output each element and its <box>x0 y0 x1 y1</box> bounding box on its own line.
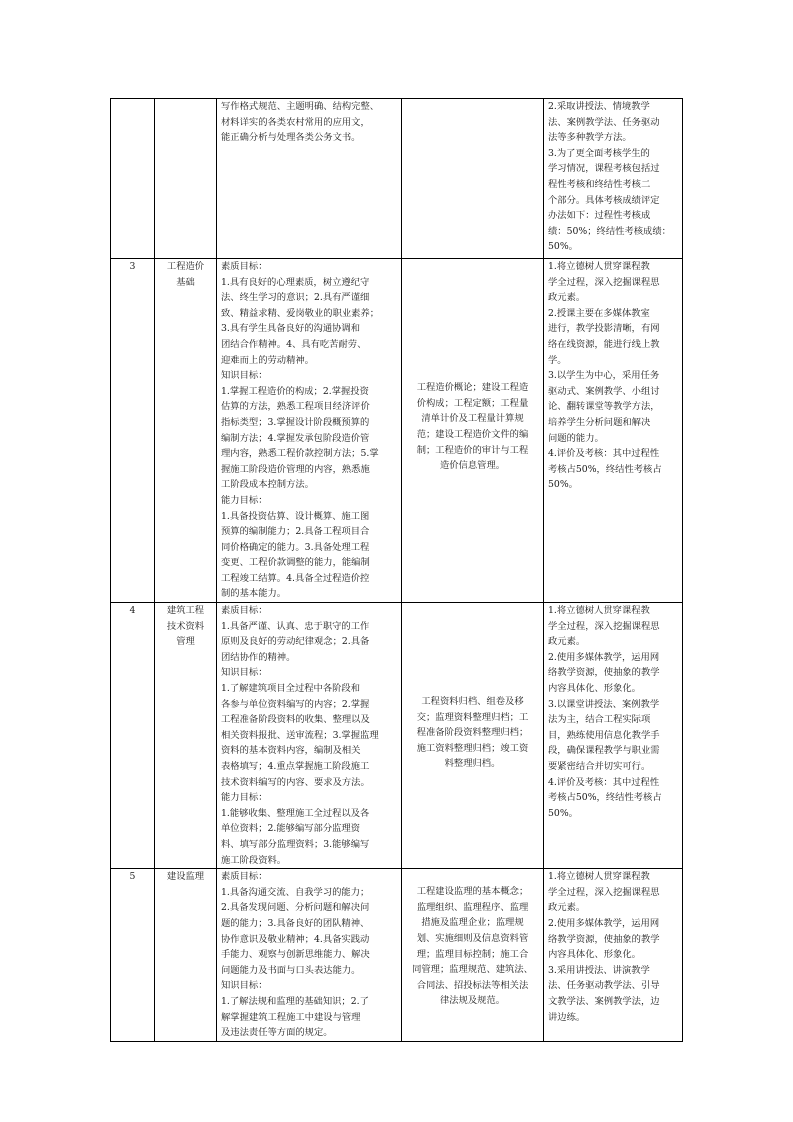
teaching-requirements-line: 法为主，结合工程实际项 <box>548 714 651 726</box>
course-goals-line: 握施工阶段造价管理的内容，熟悉施 <box>221 463 370 475</box>
teaching-requirements-line: 政元素。 <box>548 636 586 648</box>
course-content-line: 理；监理目标控制；施工合 <box>416 948 529 960</box>
course-content-wrap <box>406 259 539 595</box>
course-row <box>111 259 683 603</box>
course-goals-line: 工阶段成本控制方法。 <box>221 479 314 491</box>
teaching-requirements-line: 学全过程，深入挖掘课程思 <box>548 276 660 288</box>
course-goals-line: 致、精益求精、爱岗敬业的职业素养； <box>221 307 380 319</box>
teaching-requirements-line: 驱动式、案例教学、小组讨 <box>548 385 660 397</box>
course-goals-line: 理内容，熟悉工程价款控制方法；5.掌 <box>221 448 379 460</box>
teaching-requirements <box>544 603 683 869</box>
teaching-requirements <box>544 259 683 603</box>
course-goals-line: 素质目标： <box>221 261 268 272</box>
course-goals-line: 同价格确定的能力。3.具备处理工程 <box>221 541 370 553</box>
teaching-requirements-line: 2.授课主要在多媒体教室 <box>548 307 650 319</box>
teaching-requirements-line: 办法如下：过程性考核成 <box>548 210 651 222</box>
course-goals-line: 1.具备投资估算、设计概算、施工图 <box>221 510 370 522</box>
course-content-line: 制；工程造价的审计与工程 <box>416 444 529 456</box>
course-name <box>155 869 217 1042</box>
teaching-requirements-line: 50%。 <box>548 807 578 819</box>
course-goals-line: 1.具有良好的心理素质，树立遵纪守 <box>221 276 370 288</box>
course-content-line: 合同法、招投标法等相关法 <box>416 979 529 991</box>
teaching-requirements-line: 络在线资源，能进行线上教 <box>548 338 660 350</box>
teaching-requirements-line: 络教学资源，使抽象的教学 <box>548 933 660 945</box>
teaching-requirements-line: 问题的能力。 <box>548 432 604 444</box>
course-goals-line: 资料的基本资料内容，编制及相关 <box>221 745 361 757</box>
teaching-requirements-line: 要紧密结合并切实可行。 <box>548 761 651 772</box>
course-goals-line: 能正确分析与处理各类公务文书。 <box>221 132 361 144</box>
course-goals-line: 协作意识及敬业精神；4.具备实践动 <box>221 933 370 945</box>
row-number: 5 <box>111 869 155 1042</box>
teaching-requirements-line: 络教学资源，使抽象的教学 <box>548 667 660 679</box>
course-content-line: 工程造价概论；建设工程造 <box>416 382 529 394</box>
course-goals-line: 料、填写部分监理资料；3.能够编写 <box>221 838 370 850</box>
course-goals-line: 1.了解法规和监理的基础知识；2.了 <box>221 995 369 1007</box>
teaching-requirements-line: 学。 <box>548 354 567 366</box>
course-table-body <box>111 99 683 1042</box>
course-content-line: 料整理归档。 <box>444 758 501 770</box>
course-goals-line: 估算的方法，熟悉工程项目经济评价 <box>221 401 370 413</box>
course-name-line: 建设监理 <box>166 871 205 883</box>
course-goals-line: 预算的编制能力；2.具备工程项目合 <box>221 526 370 538</box>
row-number <box>111 99 155 259</box>
course-goals-line: 问题能力及书面与口头表达能力。 <box>221 964 361 976</box>
course-row <box>111 99 683 259</box>
course-goals-line: 题的能力；3.具备良好的团队精神、 <box>221 917 370 929</box>
course-goals-line: 2.具备发现问题、分析问题和解决问 <box>221 902 370 914</box>
course-goals <box>217 99 402 259</box>
course-content-line: 监理组织、监理程序、监理 <box>416 901 529 913</box>
course-name <box>155 99 217 259</box>
course-goals-line: 1.了解建筑项目全过程中各阶段和 <box>221 683 361 695</box>
course-row <box>111 603 683 869</box>
course-content <box>402 603 544 869</box>
teaching-requirements-line: 法、任务驱动教学法、引导 <box>548 980 660 992</box>
course-goals-line: 及违法责任等方面的规定。 <box>221 1027 333 1039</box>
teaching-requirements-line: 4.评价及考核：其中过程性 <box>548 448 660 460</box>
course-content-line: 范；建设工程造价文件的编 <box>416 429 529 440</box>
teaching-requirements-line: 法等多种教学方法。 <box>548 132 632 144</box>
course-goals-line: 原则及良好的劳动纪律观念；2.具备 <box>221 636 370 648</box>
teaching-requirements-line: 内容具体化、形象化。 <box>548 949 641 961</box>
teaching-requirements-line: 学习情况，课程考核包括过 <box>548 163 660 175</box>
course-goals-line: 能力目标： <box>221 494 268 506</box>
course-goals-line: 表格填写；4.重点掌握施工阶段施工 <box>221 761 370 772</box>
course-goals-line: 各参与单位资料编写的内容；2.掌握 <box>221 698 370 710</box>
course-goals-line: 知识目标： <box>221 980 268 992</box>
teaching-requirements-line: 政元素。 <box>548 292 586 304</box>
course-content-line: 划、实施细则及信息资料管 <box>416 933 529 945</box>
course-goals-line: 1.具备严谨、认真、忠于职守的工作 <box>221 620 370 632</box>
course-goals-line: 工程竣工结算。4.具备全过程造价控 <box>221 572 370 584</box>
teaching-requirements-line: 50%。 <box>548 479 578 491</box>
teaching-requirements-line: 培养学生分析问题和解决 <box>548 416 651 428</box>
teaching-requirements <box>544 99 683 259</box>
teaching-requirements-line: 4.评价及考核：其中过程性 <box>548 776 660 788</box>
teaching-requirements-line: 2.使用多媒体教学，运用网 <box>548 651 660 663</box>
course-content <box>402 869 544 1042</box>
teaching-requirements-line: 3.为了更全面考核学生的 <box>548 147 650 159</box>
course-goals-line: 法、终生学习的意识；2.具有严谨细 <box>221 292 370 304</box>
course-content-line: 清单计价及工程量计算规 <box>421 413 524 425</box>
course-content <box>402 99 544 259</box>
course-goals-line: 3.具有学生具备良好的沟通协调和 <box>221 323 361 335</box>
teaching-requirements-line: 论、翻转课堂等教学方法， <box>548 401 660 413</box>
course-goals-line: 写作格式规范、主题明确、结构完整、 <box>221 101 380 112</box>
course-goals-line: 解掌握建筑工程施工中建设与管理 <box>221 1011 361 1023</box>
course-content-wrap <box>406 603 539 863</box>
teaching-requirements-line: 1.将立德树人贯穿课程教 <box>548 605 650 617</box>
course-content-line: 价构成；工程定额；工程量 <box>416 397 529 409</box>
course-goals-line: 迎难而上的劳动精神。 <box>221 354 314 366</box>
course-goals-line: 编制方法；4.掌握发承包阶段造价管 <box>221 432 370 444</box>
course-name-line: 管理 <box>176 636 195 648</box>
course-goals-line: 素质目标： <box>221 605 268 617</box>
course-name <box>155 603 217 869</box>
teaching-requirements-line: 政元素。 <box>548 902 586 914</box>
teaching-requirements-line: 内容具体化、形象化。 <box>548 683 641 695</box>
teaching-requirements-line: 3.采用讲授法、讲演教学 <box>548 964 650 976</box>
course-goals <box>217 869 402 1042</box>
teaching-requirements-line: 程性考核和终结性考核二 <box>548 178 651 190</box>
course-goals-line: 1.能够收集、整理施工全过程以及各 <box>221 807 370 819</box>
teaching-requirements-line: 绩：50%；终结性考核成绩： <box>548 225 671 237</box>
course-goals-line: 团结合作精神。4、具有吃苦耐劳、 <box>221 338 367 350</box>
course-goals-line: 制的基本能力。 <box>221 588 287 600</box>
course-goals-line: 1.掌握工程造价的构成；2.掌握投资 <box>221 385 369 397</box>
course-goals-line: 施工阶段资料。 <box>221 854 287 866</box>
course-goals-line: 相关资料报批、送审流程；3.掌握监理 <box>221 729 379 741</box>
course-goals-line: 变更、工程价款调整的能力，能编制 <box>221 557 370 569</box>
teaching-requirements-line: 段，确保课程教学与职业需 <box>548 745 660 757</box>
teaching-requirements-line: 2.使用多媒体教学，运用网 <box>548 917 660 929</box>
course-content-line: 措施及监理企业；监理规 <box>421 917 524 929</box>
course-row <box>111 869 683 1042</box>
course-goals-line: 指标类型；3.掌握设计阶段概预算的 <box>221 416 370 428</box>
course-goals-line: 知识目标： <box>221 667 268 679</box>
course-goals-line: 团结协作的精神。 <box>221 651 296 663</box>
course-table <box>110 98 683 1042</box>
teaching-requirements-line: 法、案例教学法、任务驱动 <box>548 116 660 128</box>
teaching-requirements-line: 学全过程，深入挖掘课程思 <box>548 620 660 632</box>
teaching-requirements-line: 2.采取讲授法、情境教学 <box>548 101 650 112</box>
course-content <box>402 259 544 603</box>
teaching-requirements-line: 目，熟练使用信息化教学手 <box>548 729 660 741</box>
course-goals-line: 手能力、观察与创新思维能力、解决 <box>221 949 370 961</box>
course-content-line: 程准备阶段资料整理归档； <box>416 727 529 739</box>
teaching-requirements-line: 进行，教学投影清晰，有网 <box>548 323 660 335</box>
teaching-requirements-line: 文教学法、案例教学法，边 <box>548 995 660 1007</box>
course-name-line: 建筑工程 <box>166 605 205 617</box>
teaching-requirements-line: 考核占50%，终结性考核占 <box>548 792 662 804</box>
teaching-requirements-line: 1.将立德树人贯穿课程教 <box>548 871 650 883</box>
course-content-line: 施工资料整理归档；竣工资 <box>416 742 529 754</box>
course-content-line: 律法规及规范。 <box>439 995 506 1007</box>
teaching-requirements-line: 50%。 <box>548 241 578 253</box>
course-goals-line: 工程准备阶段资料的收集、整理以及 <box>221 714 370 726</box>
course-content-wrap <box>406 99 539 257</box>
teaching-requirements <box>544 869 683 1042</box>
course-goals-line: 能力目标： <box>221 792 268 804</box>
course-content-line: 造价信息管理。 <box>439 460 506 472</box>
course-goals-line: 技术资料编写的内容、要求及方法。 <box>221 776 370 788</box>
course-content-line: 工程资料归档、组卷及移 <box>421 696 524 708</box>
course-goals-line: 知识目标： <box>221 370 268 382</box>
course-goals-line: 素质目标： <box>221 871 268 883</box>
course-name-line: 技术资料 <box>166 620 205 632</box>
teaching-requirements-line: 1.将立德树人贯穿课程教 <box>548 261 650 272</box>
course-goals-line: 材料详实的各类农村常用的应用文， <box>221 116 370 128</box>
course-name <box>155 259 217 603</box>
teaching-requirements-line: 3.以课堂讲授法、案例教学 <box>548 698 660 710</box>
course-goals-line: 单位资料；2.能够编写部分监理资 <box>221 823 361 835</box>
teaching-requirements-line: 3.以学生为中心，采用任务 <box>548 370 660 382</box>
course-name-line: 基础 <box>176 276 195 288</box>
course-goals <box>217 259 402 603</box>
row-number: 4 <box>111 603 155 869</box>
course-name-line: 工程造价 <box>166 261 205 272</box>
course-goals <box>217 603 402 869</box>
course-goals-line: 1.具备沟通交流、自我学习的能力； <box>221 886 370 898</box>
teaching-requirements-line: 考核占50%，终结性考核占 <box>548 463 662 475</box>
course-content-line: 工程建设监理的基本概念； <box>416 886 529 898</box>
row-number: 3 <box>111 259 155 603</box>
course-content-wrap <box>406 869 539 1024</box>
teaching-requirements-line: 讲边练。 <box>548 1011 586 1023</box>
course-content-line: 同管理；监理规范、建筑法、 <box>412 964 533 976</box>
teaching-requirements-line: 个部分。具体考核成绩评定 <box>548 194 660 206</box>
course-content-line: 交；监理资料整理归档；工 <box>416 711 529 723</box>
teaching-requirements-line: 学全过程，深入挖掘课程思 <box>548 886 660 898</box>
